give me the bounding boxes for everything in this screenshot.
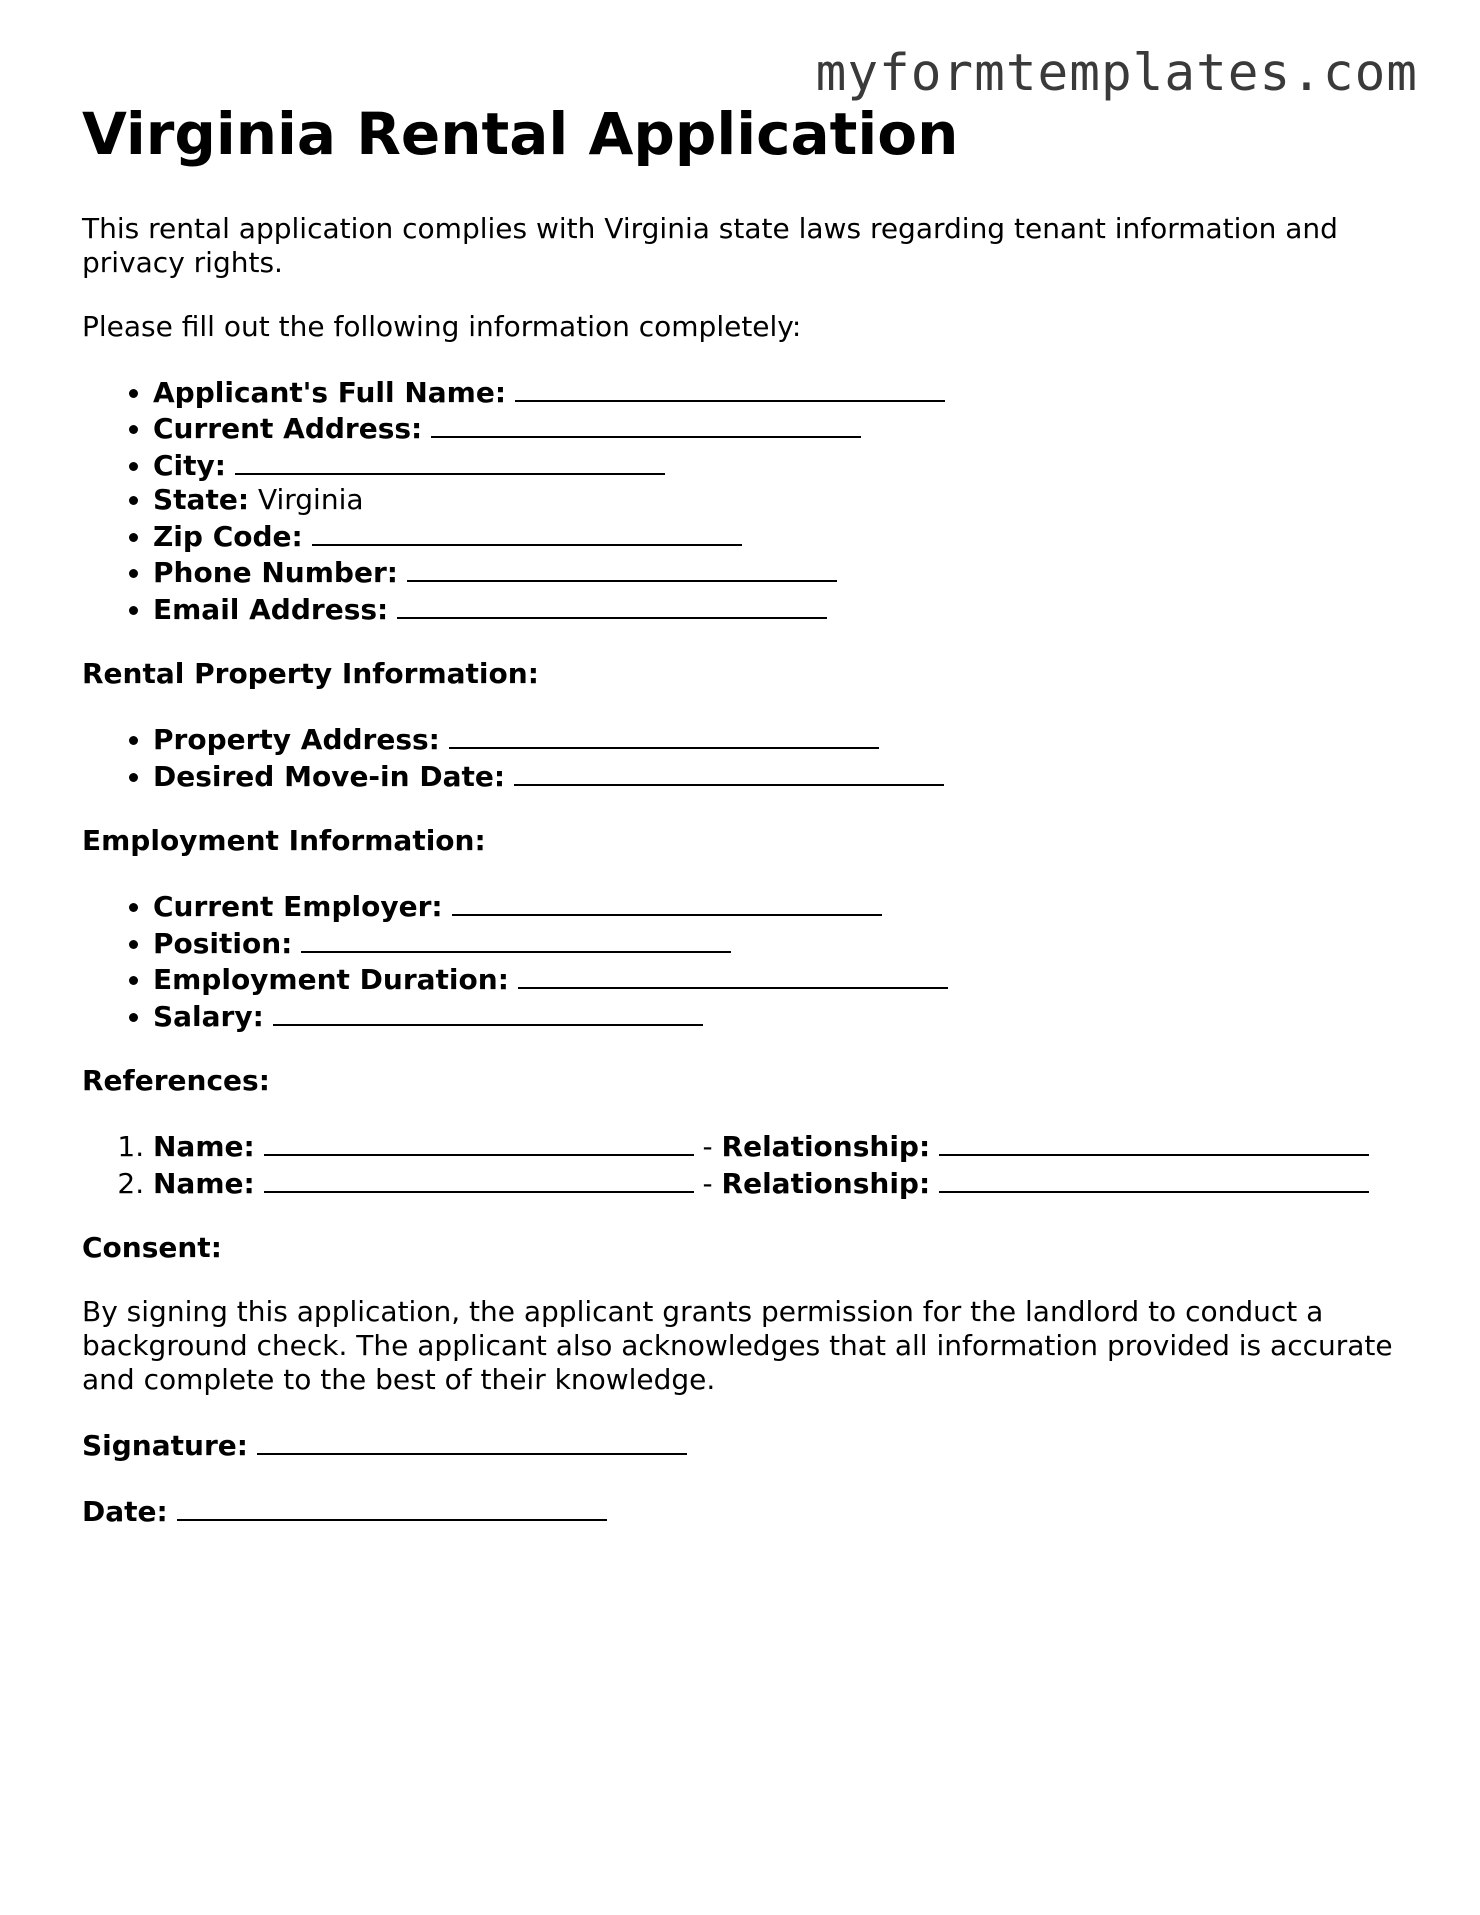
field-full-name: [153, 374, 1412, 411]
field-employment-duration: [153, 961, 1412, 998]
field-label: Employment Duration:: [153, 963, 509, 997]
zip-code-blank[interactable]: [312, 518, 742, 546]
field-zip-code: [153, 518, 1412, 555]
date-line: [82, 1493, 1412, 1529]
separator: -: [702, 1166, 713, 1200]
field-phone-number: [153, 554, 1412, 591]
field-label: Email Address:: [153, 592, 389, 626]
city-blank[interactable]: [235, 447, 665, 475]
email-address-blank[interactable]: [397, 591, 827, 619]
rental-heading: Rental Property Information:: [82, 657, 539, 691]
document-page: [82, 100, 1412, 1559]
current-address-blank[interactable]: [431, 410, 861, 438]
move-in-date-blank[interactable]: [514, 758, 944, 786]
signature-blank[interactable]: [257, 1427, 687, 1455]
reference-item: [153, 1165, 1412, 1202]
signature-line: [82, 1427, 1412, 1463]
employment-duration-blank[interactable]: [518, 961, 948, 989]
field-label: Zip Code:: [153, 519, 303, 553]
intro-text: This rental application complies with Virginia state laws regarding tenant information and privacy rights.: [82, 211, 1338, 279]
field-current-address: [153, 410, 1412, 447]
consent-heading: Consent:: [82, 1231, 222, 1265]
reference-name-blank[interactable]: [264, 1165, 694, 1193]
reference-relationship-blank[interactable]: [939, 1128, 1369, 1156]
date-blank[interactable]: [177, 1493, 607, 1521]
reference-name-label: Name:: [153, 1166, 255, 1200]
field-current-employer: [153, 888, 1412, 925]
field-label: Salary:: [153, 999, 264, 1033]
position-blank[interactable]: [301, 925, 731, 953]
field-label: Position:: [153, 926, 293, 960]
rental-fields-list: [82, 721, 1412, 794]
field-label: Current Address:: [153, 412, 423, 446]
field-city: [153, 447, 1412, 484]
field-label: Desired Move-in Date:: [153, 759, 506, 793]
field-position: [153, 925, 1412, 962]
date-label: Date:: [82, 1495, 168, 1529]
field-email-address: [153, 591, 1412, 628]
field-salary: [153, 998, 1412, 1035]
property-address-blank[interactable]: [449, 721, 879, 749]
state-value: Virginia: [257, 483, 364, 517]
reference-item: [153, 1128, 1412, 1165]
reference-relationship-label: Relationship:: [721, 1130, 931, 1164]
field-state: [153, 483, 1412, 518]
field-label: State:: [153, 483, 250, 517]
employment-fields-list: [82, 888, 1412, 1034]
employment-heading: Employment Information:: [82, 824, 486, 858]
consent-text: By signing this application, the applicant grants permission for the landlord to conduct a background check. The applicant also acknowledges that all information provided is accurate and complete to the best of their knowledge.: [82, 1295, 1393, 1397]
field-label: Current Employer:: [153, 890, 443, 924]
field-label: Phone Number:: [153, 556, 398, 590]
full-name-blank[interactable]: [515, 374, 945, 402]
applicant-fields-list: [82, 374, 1412, 628]
field-move-in-date: [153, 758, 1412, 795]
separator: -: [702, 1130, 713, 1164]
page-title: Virginia Rental Application: [82, 100, 959, 168]
field-label: Applicant's Full Name:: [153, 375, 507, 409]
reference-relationship-label: Relationship:: [721, 1166, 931, 1200]
current-employer-blank[interactable]: [452, 888, 882, 916]
reference-name-blank[interactable]: [264, 1128, 694, 1156]
field-property-address: [153, 721, 1412, 758]
references-list: [82, 1128, 1412, 1201]
references-heading: References:: [82, 1064, 270, 1098]
field-label: Property Address:: [153, 723, 440, 757]
phone-number-blank[interactable]: [407, 554, 837, 582]
field-label: City:: [153, 448, 226, 482]
instruction-text: Please fill out the following information completely:: [82, 309, 802, 343]
reference-relationship-blank[interactable]: [939, 1165, 1369, 1193]
salary-blank[interactable]: [273, 998, 703, 1026]
watermark: myformtemplates.com: [815, 44, 1418, 103]
signature-label: Signature:: [82, 1429, 248, 1463]
reference-name-label: Name:: [153, 1130, 255, 1164]
